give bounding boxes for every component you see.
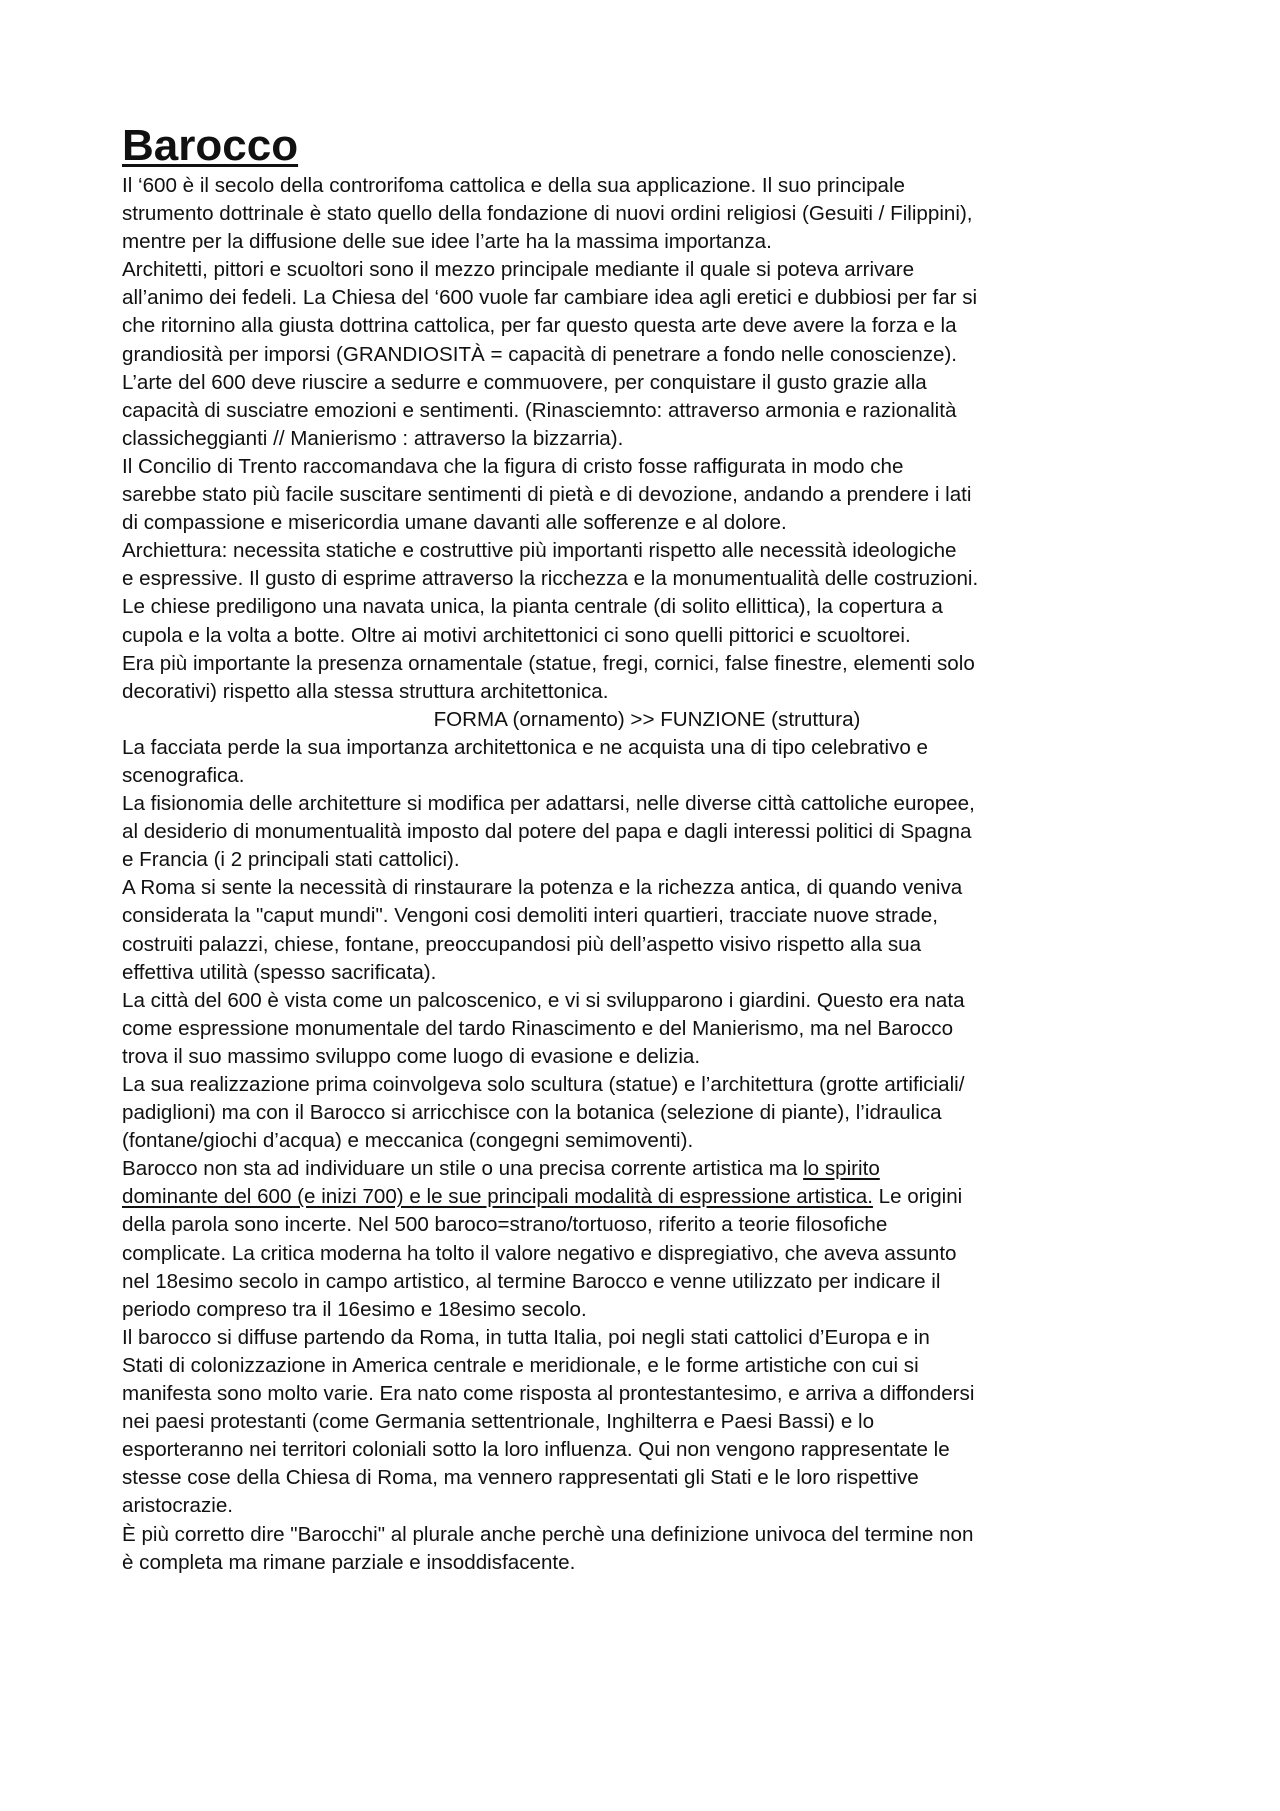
text-line: mentre per la diffusione delle sue idee l’arte ha la massima importanza. bbox=[122, 230, 772, 254]
underlined-text: dominante del 600 (e inizi 700) e le sue principali modalità di espressione artistica. bbox=[122, 1185, 873, 1209]
text-line: scenografica. bbox=[122, 763, 245, 787]
text-line: cupola e la volta a botte. Oltre ai motivi architettonici ci sono quelli pittorici e scuoltorei. bbox=[122, 623, 911, 647]
text-line: La città del 600 è vista come un palcoscenico, e vi si svilupparono i giardini. Questo era nata bbox=[122, 988, 965, 1012]
text-line: come espressione monumentale del tardo Rinascimento e del Manierismo, ma nel Barocco bbox=[122, 1016, 954, 1040]
text-line: capacità di susciatre emozioni e sentimenti. (Rinasciemnto: attraverso armonia e razionalità bbox=[122, 398, 957, 422]
text-line: aristocrazie. bbox=[122, 1494, 234, 1518]
text-line: classicheggianti // Manierismo : attraverso la bizzarria). bbox=[122, 426, 624, 450]
centered-formula-line: FORMA (ornamento) >> FUNZIONE (struttura) bbox=[433, 707, 861, 731]
text-line: al desiderio di monumentualità imposto dal potere del papa e dagli interessi politici di Spagna bbox=[122, 820, 972, 844]
text-line: che ritornino alla giusta dottrina cattolica, per far questo questa arte deve avere la forza e la bbox=[122, 314, 957, 338]
text-line: grandiosità per imporsi (GRANDIOSITÀ = capacità di penetrare a fondo nelle conoscienze). bbox=[122, 342, 958, 366]
text-line: di compassione e misericordia umane davanti alle sofferenze e al dolore. bbox=[122, 511, 787, 535]
plain-text: Le origini bbox=[872, 1185, 963, 1209]
text-line: e Francia (i 2 principali stati cattolici). bbox=[122, 848, 460, 872]
text-line: La fisionomia delle architetture si modifica per adattarsi, nelle diverse città cattoliche europee, bbox=[122, 792, 975, 816]
underlined-text: lo spirito bbox=[803, 1157, 880, 1181]
text-line: è completa ma rimane parziale e insoddisfacente. bbox=[122, 1550, 576, 1574]
plain-text: Barocco non sta ad individuare un stile o una precisa corrente artistica ma bbox=[122, 1157, 804, 1181]
text-line: Le chiese prediligono una navata unica, la pianta centrale (di solito ellittica), la copertura a bbox=[122, 595, 943, 619]
text-line: effettiva utilità (spesso sacrificata). bbox=[122, 960, 437, 984]
paragraph-block-b bbox=[122, 734, 1172, 1155]
text-line: Il Concilio di Trento raccomandava che la figura di cristo fosse raffigurata in modo che bbox=[122, 454, 904, 478]
text-line: L’arte del 600 deve riuscire a sedurre e commuovere, per conquistare il gusto grazie alla bbox=[122, 370, 927, 394]
text-line: La sua realizzazione prima coinvolgeva solo scultura (statue) e l’architettura (grotte artificiali/ bbox=[122, 1073, 965, 1096]
paragraph-block-c bbox=[122, 1211, 1172, 1576]
text-line: strumento dottrinale è stato quello della fondazione di nuovi ordini religiosi (Gesuiti / Filippini), bbox=[122, 202, 973, 226]
text-line: decorativi) rispetto alla stessa struttura architettonica. bbox=[122, 679, 609, 703]
document-title: Barocco bbox=[122, 121, 299, 170]
text-line: costruiti palazzi, chiese, fontane, preoccupandosi più dell’aspetto visivo rispetto alla sua bbox=[122, 932, 922, 956]
text-line: manifesta sono molto varie. Era nato come risposta al prontestantesimo, e arriva a diffondersi bbox=[122, 1382, 975, 1406]
mixed-text-line bbox=[122, 1155, 1172, 1183]
text-line: e espressive. Il gusto di esprime attraverso la ricchezza e la monumentualità delle costruzioni. bbox=[122, 567, 979, 591]
paragraph-block-a bbox=[122, 172, 1172, 706]
text-line: sarebbe stato più facile suscitare sentimenti di pietà e di devozione, andando a prendere i lati bbox=[122, 483, 972, 507]
document-page bbox=[122, 120, 1172, 1577]
text-line: A Roma si sente la necessità di rinstaurare la potenza e la richezza antica, di quando veniva bbox=[122, 876, 963, 900]
text-line: stesse cose della Chiesa di Roma, ma vennero rappresentati gli Stati e le loro rispettive bbox=[122, 1466, 919, 1490]
text-line: La facciata perde la sua importanza architettonica e ne acquista una di tipo celebrativo e bbox=[122, 735, 928, 759]
document-body bbox=[122, 172, 1172, 1577]
text-line: nei paesi protestanti (come Germania settentrionale, Inghilterra e Paesi Bassi) e lo bbox=[122, 1410, 875, 1434]
text-line: nel 18esimo secolo in campo artistico, al termine Barocco e venne utilizzato per indicare il bbox=[122, 1269, 941, 1293]
text-line: considerata la "caput mundi". Vengoni cosi demoliti interi quartieri, tracciate nuove strade, bbox=[122, 904, 938, 928]
text-line: Era più importante la presenza ornamentale (statue, fregi, cornici, false finestre, elementi solo bbox=[122, 651, 975, 675]
text-line: È più corretto dire "Barocchi" al plurale anche perchè una definizione univoca del termine non bbox=[122, 1522, 974, 1546]
text-line: Il ‘600 è il secolo della controrifoma cattolica e della sua applicazione. Il suo principale bbox=[122, 174, 906, 197]
text-line: Archiettura: necessita statiche e costruttive più importanti rispetto alle necessità ideologiche bbox=[122, 539, 957, 563]
text-line: esporteranno nei territori coloniali sotto la loro influenza. Qui non vengono rappresentate le bbox=[122, 1438, 950, 1462]
text-line: Il barocco si diffuse partendo da Roma, in tutta Italia, poi negli stati cattolici d’Europa e in bbox=[122, 1325, 930, 1349]
text-line: Stati di colonizzazione in America centrale e meridionale, e le forme artistiche con cui si bbox=[122, 1353, 919, 1377]
text-line: padiglioni) ma con il Barocco si arricchisce con la botanica (selezione di piante), l’idraulica bbox=[122, 1101, 942, 1125]
text-line: (fontane/giochi d’acqua) e meccanica (congegni semimoventi). bbox=[122, 1129, 694, 1153]
text-line: periodo compreso tra il 16esimo e 18esimo secolo. bbox=[122, 1297, 587, 1321]
text-line: trova il suo massimo sviluppo come luogo di evasione e delizia. bbox=[122, 1044, 701, 1068]
text-line: della parola sono incerte. Nel 500 baroco=strano/tortuoso, riferito a teorie filosofiche bbox=[122, 1213, 888, 1237]
text-line: all’animo dei fedeli. La Chiesa del ‘600 vuole far cambiare idea agli eretici e dubbiosi per far si bbox=[122, 286, 978, 310]
text-line: Architetti, pittori e scuoltori sono il mezzo principale mediante il quale si poteva arrivare bbox=[122, 258, 915, 282]
text-line: complicate. La critica moderna ha tolto il valore negativo e dispregiativo, che aveva assunto bbox=[122, 1241, 957, 1265]
mixed-text-line bbox=[122, 1183, 1172, 1211]
